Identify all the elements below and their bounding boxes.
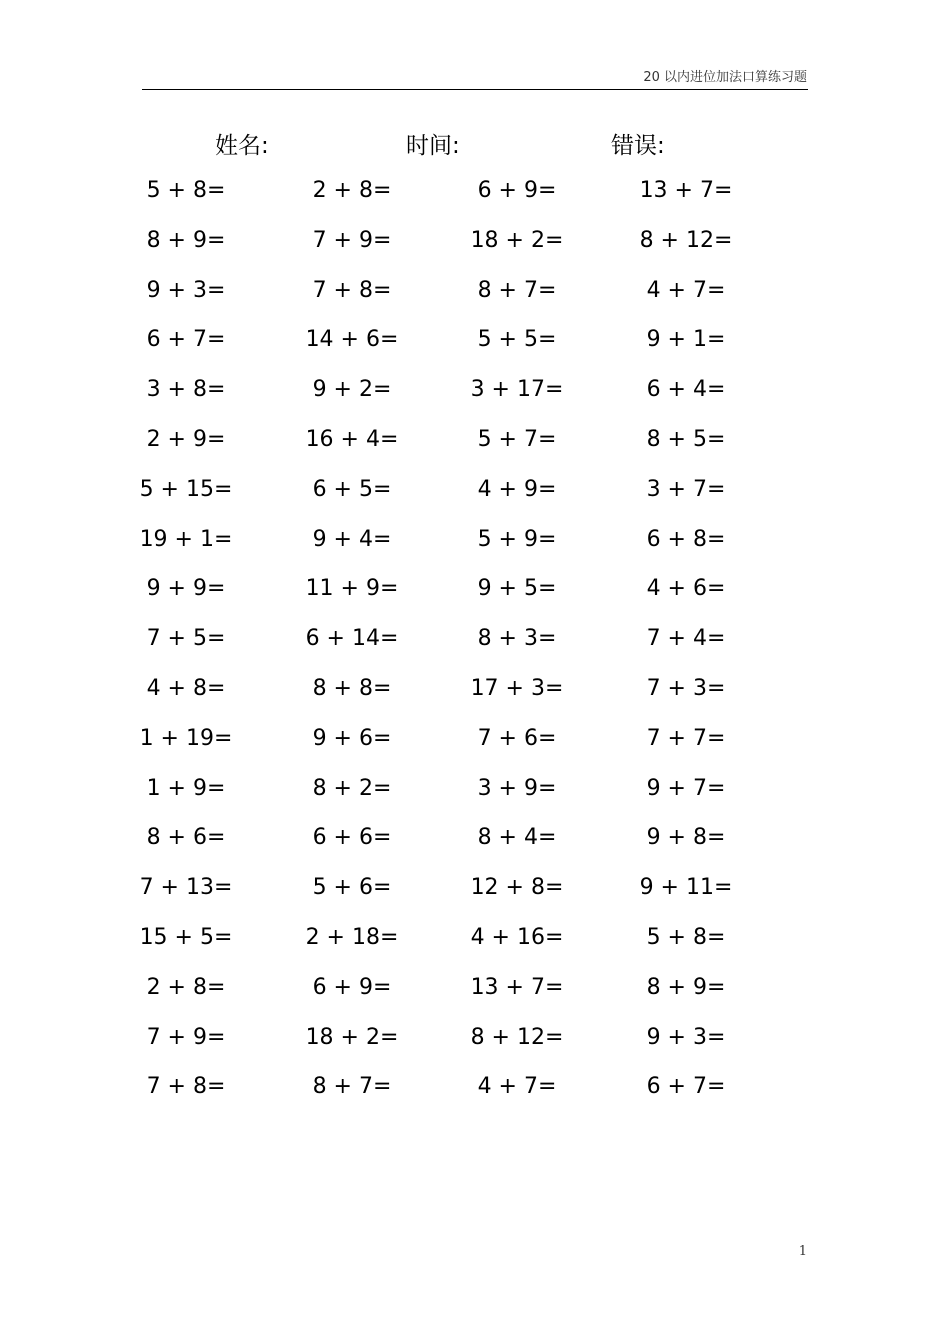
problem-r16-c2: 2 + 18= (305, 925, 399, 950)
problem-r7-c1: 5 + 15= (139, 476, 233, 502)
problem-r2-c4: 8 + 12= (639, 227, 733, 253)
problem-r12-c1: 1 + 19= (139, 725, 233, 751)
problem-r13-c3: 3 + 9= (477, 775, 557, 801)
problem-r7-c3: 4 + 9= (477, 476, 557, 502)
problem-r11-c3: 17 + 3= (470, 676, 564, 701)
page-number: 1 (798, 1244, 807, 1259)
problem-r7-c2: 6 + 5= (312, 476, 392, 502)
problem-r4-c4: 9 + 1= (646, 327, 726, 353)
problem-r18-c4: 9 + 3= (646, 1024, 726, 1050)
problem-r14-c4: 9 + 8= (646, 825, 726, 851)
problem-r17-c1: 2 + 8= (146, 974, 226, 1000)
problem-r2-c3: 18 + 2= (470, 227, 564, 253)
problem-r14-c1: 8 + 6= (146, 825, 226, 851)
problem-r11-c4: 7 + 3= (646, 676, 726, 701)
problem-r12-c3: 7 + 6= (477, 725, 557, 751)
problem-r15-c4: 9 + 11= (639, 875, 733, 901)
problem-r15-c3: 12 + 8= (470, 875, 564, 901)
problem-r9-c2: 11 + 9= (305, 576, 399, 602)
problem-r13-c2: 8 + 2= (312, 775, 392, 801)
problem-r6-c4: 8 + 5= (646, 427, 726, 452)
problem-r3-c1: 9 + 3= (146, 277, 226, 303)
problem-r2-c2: 7 + 9= (312, 227, 392, 253)
problem-r12-c2: 9 + 6= (312, 725, 392, 751)
problem-r17-c3: 13 + 7= (470, 974, 564, 1000)
problem-r10-c2: 6 + 14= (305, 626, 399, 652)
problem-r19-c1: 7 + 8= (146, 1074, 226, 1100)
problem-r19-c4: 6 + 7= (646, 1074, 726, 1100)
problem-r16-c3: 4 + 16= (470, 925, 564, 950)
problem-r9-c4: 4 + 6= (646, 576, 726, 602)
problem-r10-c1: 7 + 5= (146, 626, 226, 652)
problem-r17-c2: 6 + 9= (312, 974, 392, 1000)
problem-r14-c3: 8 + 4= (477, 825, 557, 851)
problem-r5-c4: 6 + 4= (646, 377, 726, 403)
problem-r8-c4: 6 + 8= (646, 526, 726, 552)
errors-label: 错误: (611, 133, 665, 159)
problem-r4-c2: 14 + 6= (305, 327, 399, 353)
problem-r10-c4: 7 + 4= (646, 626, 726, 652)
problem-r9-c3: 9 + 5= (477, 576, 557, 602)
problem-r19-c2: 8 + 7= (312, 1074, 392, 1100)
problem-r9-c1: 9 + 9= (146, 576, 226, 602)
problem-r3-c4: 4 + 7= (646, 277, 726, 303)
problem-r14-c2: 6 + 6= (312, 825, 392, 851)
problem-r16-c4: 5 + 8= (646, 925, 726, 950)
problem-r8-c3: 5 + 9= (477, 526, 557, 552)
problem-r7-c4: 3 + 7= (646, 476, 726, 502)
problem-r6-c2: 16 + 4= (305, 427, 399, 452)
problem-r2-c1: 8 + 9= (146, 227, 226, 253)
time-label: 时间: (406, 133, 460, 159)
name-label: 姓名: (215, 133, 269, 159)
problem-r19-c3: 4 + 7= (477, 1074, 557, 1100)
problem-r6-c1: 2 + 9= (146, 427, 226, 452)
problem-r1-c3: 6 + 9= (477, 178, 557, 203)
problem-r18-c3: 8 + 12= (470, 1024, 564, 1050)
problem-r1-c1: 5 + 8= (146, 178, 226, 203)
problem-r15-c1: 7 + 13= (139, 875, 233, 901)
problem-r12-c4: 7 + 7= (646, 725, 726, 751)
problem-r11-c2: 8 + 8= (312, 676, 392, 701)
problem-r1-c4: 13 + 7= (639, 178, 733, 203)
problem-r13-c4: 9 + 7= (646, 775, 726, 801)
problem-r5-c1: 3 + 8= (146, 377, 226, 403)
problem-r15-c2: 5 + 6= (312, 875, 392, 901)
problem-r6-c3: 5 + 7= (477, 427, 557, 452)
problem-r17-c4: 8 + 9= (646, 974, 726, 1000)
problem-r13-c1: 1 + 9= (146, 775, 226, 801)
problem-r18-c2: 18 + 2= (305, 1024, 399, 1050)
problem-r4-c3: 5 + 5= (477, 327, 557, 353)
problem-r5-c2: 9 + 2= (312, 377, 392, 403)
problem-r8-c1: 19 + 1= (139, 526, 233, 552)
problem-r1-c2: 2 + 8= (312, 178, 392, 203)
problem-r16-c1: 15 + 5= (139, 925, 233, 950)
header-title: 20 以内进位加法口算练习题 (643, 70, 807, 85)
problem-r5-c3: 3 + 17= (470, 377, 564, 403)
problem-r4-c1: 6 + 7= (146, 327, 226, 353)
problem-r3-c2: 7 + 8= (312, 277, 392, 303)
problem-r10-c3: 8 + 3= (477, 626, 557, 652)
problem-r3-c3: 8 + 7= (477, 277, 557, 303)
problem-r11-c1: 4 + 8= (146, 676, 226, 701)
problem-r18-c1: 7 + 9= (146, 1024, 226, 1050)
problem-r8-c2: 9 + 4= (312, 526, 392, 552)
